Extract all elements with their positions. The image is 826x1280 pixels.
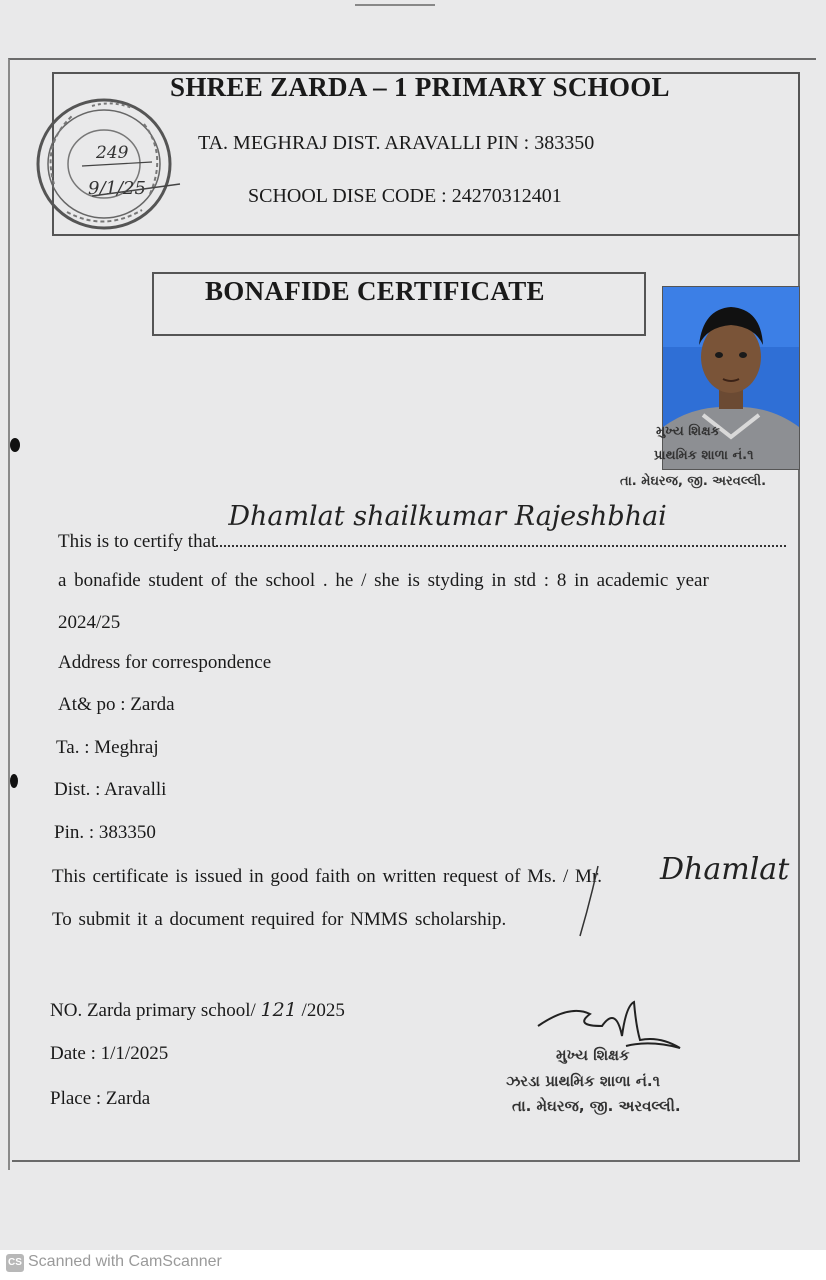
certificate-title: BONAFIDE CERTIFICATE xyxy=(205,276,545,306)
address-taluka: Ta. : Meghraj xyxy=(56,737,159,758)
punch-hole-mark xyxy=(10,438,20,452)
issued-line: This certificate is issued in good faith on written request of Ms. / Mr. xyxy=(52,866,602,887)
academic-year: 2024/25 xyxy=(58,612,121,633)
address-heading: Address for correspondence xyxy=(58,652,272,673)
photo-stamp-line2: પ્રાથમિક શાળા નં.૧ xyxy=(654,448,754,463)
school-round-stamp xyxy=(32,94,182,236)
signature-stamp-line3: તા. મેઘરજ, જી. અરવલ્લી. xyxy=(512,1097,681,1115)
purpose-line: To submit it a document required for NMMS scholarship. xyxy=(52,909,507,930)
camscanner-logo-icon: CS xyxy=(6,1254,24,1272)
reference-number: 121 xyxy=(260,999,297,1021)
school-address: TA. MEGHRAJ DIST. ARAVALLI PIN : 383350 xyxy=(198,132,595,154)
signature-stamp-line1: મુખ્ય શિક્ષક xyxy=(556,1046,630,1064)
issue-date: Date : 1/1/2025 xyxy=(50,1043,169,1064)
certify-line xyxy=(58,501,786,553)
address-district: Dist. : Aravalli xyxy=(54,779,167,800)
reference-prefix: NO. Zarda primary school/ xyxy=(50,1000,256,1021)
signature-stamp-line2: ઝરડા પ્રાથમિક શાળા નં.૧ xyxy=(506,1072,660,1090)
photo-stamp-line1: મુખ્ય શિક્ષક xyxy=(656,424,720,439)
address-pin: Pin. : 383350 xyxy=(54,822,156,843)
punch-hole-mark xyxy=(10,774,18,788)
reference-suffix: /2025 xyxy=(301,1000,345,1021)
stamp-date: 9/1/25 xyxy=(88,178,146,199)
student-name-field xyxy=(216,501,786,547)
top-edge-mark xyxy=(355,4,435,6)
photo-stamp-line3: તા. મેઘરજ, જી. અરવલ્લી. xyxy=(620,474,767,489)
requester-name: Dhamlat xyxy=(660,852,790,887)
bottom-border-line xyxy=(12,1160,800,1162)
requester-slash-stroke xyxy=(570,862,610,942)
issue-place: Place : Zarda xyxy=(50,1088,151,1109)
bonafide-line: a bonafide student of the school . he / she is styding in std : 8 in academic year xyxy=(58,570,709,591)
school-dise-code: SCHOOL DISE CODE : 24270312401 xyxy=(248,185,562,207)
student-name: Dhamlat shailkumar Rajeshbhai xyxy=(228,501,667,532)
reference-number-line xyxy=(50,999,345,1022)
address-at-po: At& po : Zarda xyxy=(58,694,175,715)
stamp-number: 249 xyxy=(96,143,129,163)
certify-prefix: This is to certify that xyxy=(58,531,217,552)
scanner-watermark: Scanned with CamScanner xyxy=(28,1253,222,1270)
student-photo xyxy=(662,286,800,470)
school-name: SHREE ZARDA – 1 PRIMARY SCHOOL xyxy=(170,72,670,102)
